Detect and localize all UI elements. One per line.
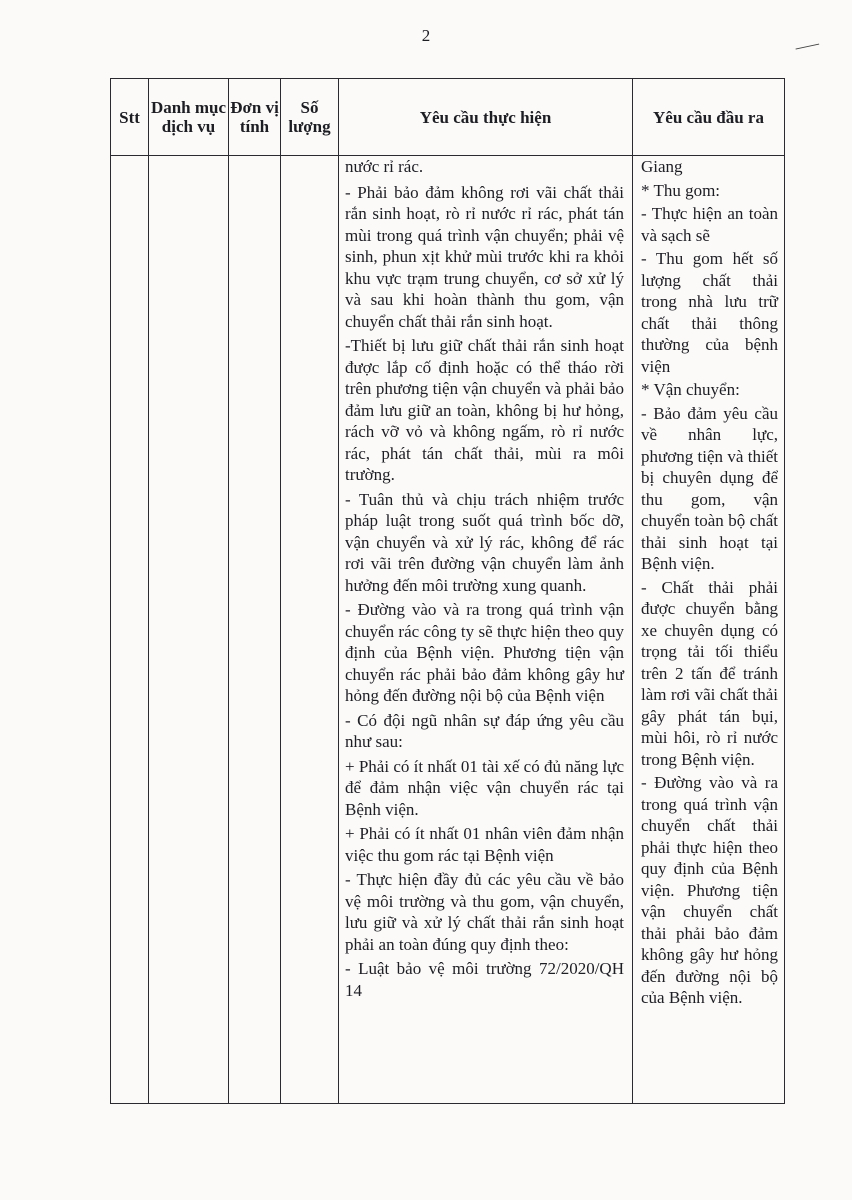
cell-requirements — [339, 156, 633, 1104]
requirement-item: - Luật bảo vệ môi trường 72/2020/QH 14 — [345, 959, 624, 1000]
output-item: * Vận chuyển: — [641, 380, 740, 399]
table-header-row — [111, 79, 785, 156]
output-item: Giang — [641, 157, 683, 176]
requirement-item: + Phải có ít nhất 01 tài xế có đủ năng lực để đảm nhận việc vận chuyển rác tại Bệnh viện. — [345, 756, 624, 819]
requirement-item: + Phải có ít nhất 01 nhân viên đảm nhận việc thu gom rác tại Bệnh viện — [345, 824, 624, 865]
header-so-luong: Số lượng — [281, 79, 339, 156]
header-yeu-cau-thuc-hien: Yêu cầu thực hiện — [339, 79, 633, 156]
requirement-item: - Có đội ngũ nhân sự đáp ứng yêu cầu như sau: — [345, 710, 624, 751]
table-row — [111, 156, 785, 1104]
cell-so-luong — [281, 156, 339, 1104]
requirement-item: - Thực hiện đầy đủ các yêu cầu về bảo vệ môi trường và thu gom, vận chuyển, lưu giữ và xử lý chất thải rắn sinh hoạt phải an toàn đúng quy định theo: — [345, 870, 624, 954]
cell-stt — [111, 156, 149, 1104]
output-item: - Chất thải phải được chuyển bằng xe chuyên dụng có trọng tải tối thiểu trên 2 tấn để tránh làm rơi vãi chất thải gây phát tán bụi, mùi hôi, rò rỉ nước trong Bệnh viện. — [641, 577, 778, 769]
cell-don-vi — [229, 156, 281, 1104]
header-yeu-cau-dau-ra: Yêu cầu đầu ra — [633, 79, 785, 156]
header-danh-muc: Danh mục dịch vụ — [149, 79, 229, 156]
cell-outputs — [633, 156, 785, 1104]
output-item: - Đường vào và ra trong quá trình vận chuyển chất thải phải thực hiện theo quy định của Bệnh viện. Phương tiện vận chuyển chất thải phải bảo đảm không gây hư hỏng đến đường nội bộ của Bệnh viện. — [641, 773, 778, 1007]
requirement-item: - Tuân thủ và chịu trách nhiệm trước pháp luật trong suốt quá trình bốc dỡ, vận chuyển và xử lý rác, không để rác rơi vãi trên đường vận chuyển làm ảnh hưởng đến môi trường xung quanh. — [345, 489, 624, 595]
output-item: - Thu gom hết số lượng chất thải trong nhà lưu trữ chất thải thông thường của bệnh viện — [641, 249, 778, 376]
output-item: * Thu gom: — [641, 180, 721, 200]
cell-danh-muc — [149, 156, 229, 1104]
output-item: - Thực hiện an toàn và sạch sẽ — [641, 204, 778, 245]
service-requirements-table — [110, 78, 785, 1104]
page-number: 2 — [421, 26, 431, 45]
header-stt: Stt — [111, 79, 149, 156]
requirement-item: nước rỉ rác. — [345, 157, 424, 176]
requirement-item: - Phải bảo đảm không rơi vãi chất thải rắn sinh hoạt, rò rỉ nước rỉ rác, phát tán mùi trong quá trình vận chuyển; phải vệ sinh, phun xịt khử mùi trước khi ra khỏi khu vực trạm trung chuyển, cơ sở xử lý và sau khi hoàn thành thu gom, vận chuyển chất thải rắn sinh hoạt. — [345, 182, 624, 331]
output-item: - Bảo đảm yêu cầu về nhân lực, phương tiện và thiết bị chuyên dụng để thu gom, vận chuyển toàn bộ chất thải sinh hoạt tại Bệnh viện. — [641, 403, 778, 573]
requirement-item: - Đường vào và ra trong quá trình vận chuyển rác công ty sẽ thực hiện theo quy định của Bệnh viện. Phương tiện vận chuyển rác phải bảo đảm không gây hư hỏng đến đường nội bộ của Bệnh viện — [345, 600, 624, 705]
header-don-vi: Đơn vị tính — [229, 79, 281, 156]
requirement-item: -Thiết bị lưu giữ chất thải rắn sinh hoạt được lắp cố định hoặc có thể tháo rời trên phương tiện vận chuyển và phải bảo đảm lưu giữ an toàn, không bị hư hỏng, rách vỡ vỏ và không ngấm, rò rỉ nước rác, phát tán chất thải, mùi ra môi trường. — [345, 336, 624, 484]
